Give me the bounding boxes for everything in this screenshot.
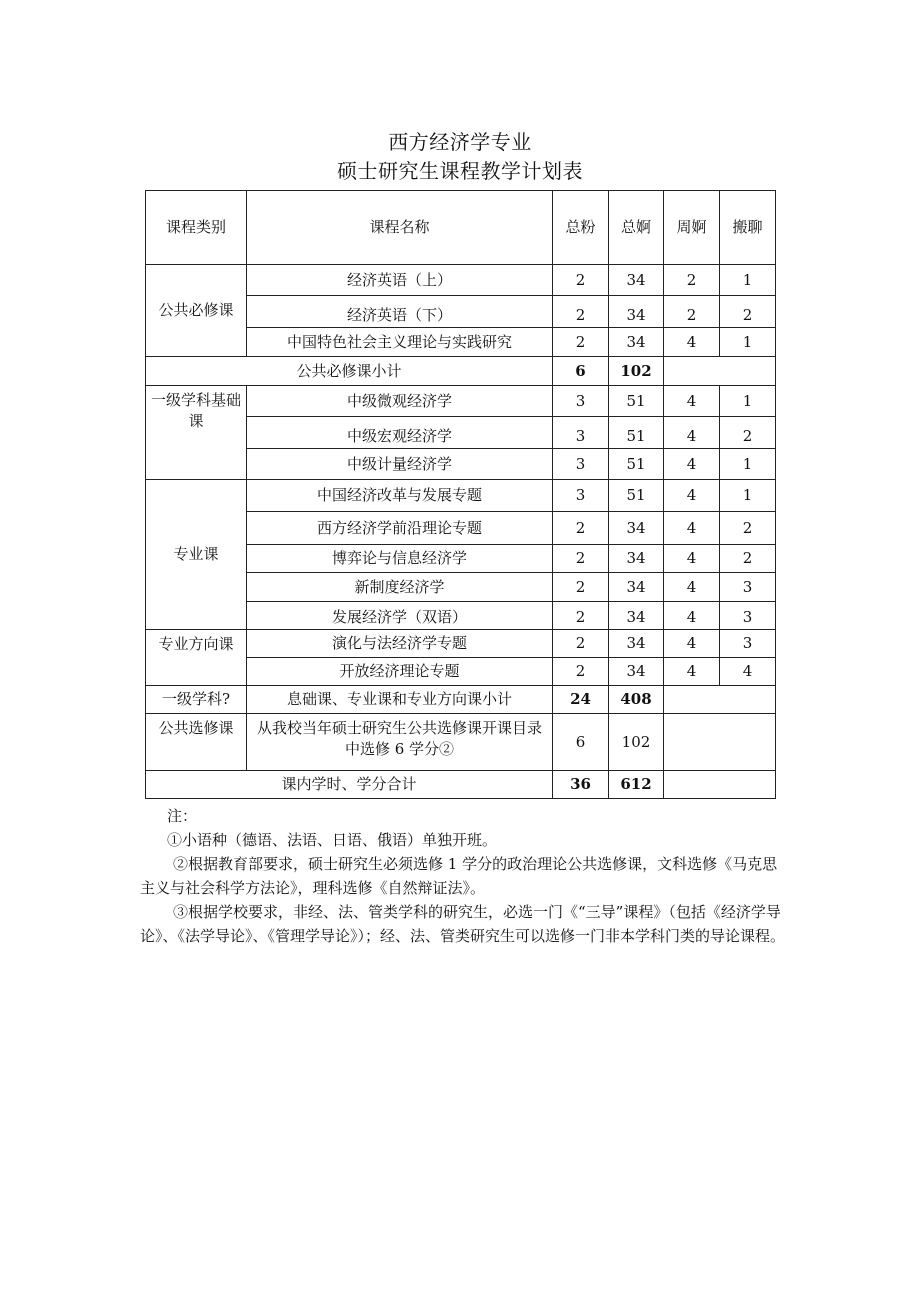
- cell-col-3: 4: [664, 630, 720, 658]
- subtotal-label-part1: 一级学科?: [146, 686, 247, 714]
- cell-col-2: 102: [609, 714, 664, 771]
- course-name: 中级计量经济学: [247, 449, 553, 480]
- cell-col-4: 3: [720, 602, 776, 630]
- subtotal-col-2: 102: [609, 357, 664, 386]
- header-category: 课程类别: [146, 191, 247, 265]
- total-row: [146, 771, 776, 799]
- cell-col-1: 2: [553, 630, 609, 658]
- course-name: 中级微观经济学: [247, 386, 553, 417]
- header-col-1: 总粉: [553, 191, 609, 265]
- cell-col-4: 3: [720, 573, 776, 602]
- cell-col-3: 4: [664, 512, 720, 545]
- total-col-2: 612: [609, 771, 664, 799]
- cell-col-1: 2: [553, 602, 609, 630]
- course-name: 新制度经济学: [247, 573, 553, 602]
- cell-col-4: 2: [720, 296, 776, 328]
- cell-col-1: 2: [553, 296, 609, 328]
- subtotal-row: [146, 686, 776, 714]
- cell-col-4: 1: [720, 265, 776, 296]
- cell-col-3: 4: [664, 602, 720, 630]
- subtotal-col-1: 24: [553, 686, 609, 714]
- empty-cell: [664, 357, 776, 386]
- table-row: [146, 386, 776, 417]
- category-major-direction: 专业方向课: [146, 630, 247, 686]
- note-1: ①小语种（德语、法语、日语、俄语）单独开班。: [167, 831, 498, 849]
- cell-col-3: 4: [664, 449, 720, 480]
- empty-cell: [664, 686, 776, 714]
- cell-col-2: 34: [609, 328, 664, 357]
- document-subtitle: 硕士研究生课程教学计划表: [337, 159, 583, 183]
- table-row: [146, 265, 776, 296]
- cell-col-1: 2: [553, 545, 609, 573]
- cell-col-3: 4: [664, 573, 720, 602]
- cell-col-3: 2: [664, 296, 720, 328]
- cell-col-1: 6: [553, 714, 609, 771]
- category-public-required: 公共必修课: [146, 265, 247, 357]
- cell-col-2: 34: [609, 265, 664, 296]
- subtotal-col-1: 6: [553, 357, 609, 386]
- category-major: 专业课: [146, 480, 247, 630]
- course-name: 经济英语（上）: [247, 265, 553, 296]
- cell-col-2: 34: [609, 545, 664, 573]
- cell-col-4: 1: [720, 480, 776, 512]
- cell-col-4: 2: [720, 545, 776, 573]
- header-col-2: 总婀: [609, 191, 664, 265]
- course-name: 中国经济改革与发展专题: [247, 480, 553, 512]
- course-plan-table: [145, 190, 776, 799]
- total-col-1: 36: [553, 771, 609, 799]
- notes-section: [140, 804, 785, 948]
- subtotal-label: 公共必修课小计: [146, 357, 553, 386]
- cell-col-3: 4: [664, 386, 720, 417]
- category-public-elective: 公共选修课: [146, 714, 247, 771]
- cell-col-2: 34: [609, 573, 664, 602]
- course-name: 中级宏观经济学: [247, 417, 553, 449]
- cell-col-1: 3: [553, 417, 609, 449]
- cell-col-2: 51: [609, 417, 664, 449]
- cell-col-2: 51: [609, 480, 664, 512]
- table-row: [146, 630, 776, 658]
- cell-col-1: 2: [553, 512, 609, 545]
- cell-col-3: 4: [664, 328, 720, 357]
- empty-cell: [664, 771, 776, 799]
- subtotal-label-part2: 息础课、专业课和专业方向课小计: [247, 686, 553, 714]
- course-name: 经济英语（下）: [247, 296, 553, 328]
- subtotal-row: [146, 357, 776, 386]
- cell-col-4: 1: [720, 449, 776, 480]
- course-name: 发展经济学（双语）: [247, 602, 553, 630]
- cell-col-2: 34: [609, 630, 664, 658]
- cell-col-1: 3: [553, 449, 609, 480]
- cell-col-4: 2: [720, 417, 776, 449]
- header-col-3: 周婀: [664, 191, 720, 265]
- cell-col-3: 4: [664, 658, 720, 686]
- header-course-name: 课程名称: [247, 191, 553, 265]
- course-name: 博弈论与信息经济学: [247, 545, 553, 573]
- cell-col-1: 3: [553, 480, 609, 512]
- cell-col-2: 34: [609, 602, 664, 630]
- course-name: 中国特色社会主义理论与实践研究: [247, 328, 553, 357]
- cell-col-2: 34: [609, 296, 664, 328]
- cell-col-4: 1: [720, 328, 776, 357]
- note-2: ②根据教育部要求，硕士研究生必须选修 1 学分的政治理论公共选修课，文科选修《马克思主义与社会科学方法论》，理科选修《自然辩证法》。: [140, 855, 778, 897]
- cell-col-2: 34: [609, 658, 664, 686]
- cell-col-1: 2: [553, 328, 609, 357]
- document-title: 西方经济学专业: [388, 130, 532, 154]
- course-name: 演化与法经济学专题: [247, 630, 553, 658]
- cell-col-1: 2: [553, 265, 609, 296]
- course-name: 开放经济理论专题: [247, 658, 553, 686]
- cell-col-3: 2: [664, 265, 720, 296]
- empty-cell: [664, 714, 776, 771]
- cell-col-2: 51: [609, 449, 664, 480]
- total-label: 课内学时、学分合计: [146, 771, 553, 799]
- table-row: [146, 480, 776, 512]
- header-col-4: 搬聊: [720, 191, 776, 265]
- cell-col-3: 4: [664, 480, 720, 512]
- cell-col-3: 4: [664, 417, 720, 449]
- header-row: [146, 191, 776, 265]
- category-first-level-basic: 一级学科基础课: [146, 386, 247, 480]
- cell-col-2: 51: [609, 386, 664, 417]
- course-name: 从我校当年硕士研究生公共选修课开课目录中选修 6 学分②: [247, 714, 553, 771]
- note-3: ③根据学校要求，非经、法、管类学科的研究生，必选一门《“三导”课程》（包括《经济学导论》、《法学导论》、《管理学导论》）；经、法、管类研究生可以选修一门非本学科门类的导论课程。: [140, 903, 786, 945]
- table-row: [146, 714, 776, 771]
- notes-heading: 注：: [167, 807, 198, 825]
- cell-col-4: 4: [720, 658, 776, 686]
- cell-col-1: 3: [553, 386, 609, 417]
- cell-col-4: 2: [720, 512, 776, 545]
- cell-col-2: 34: [609, 512, 664, 545]
- subtotal-col-2: 408: [609, 686, 664, 714]
- cell-col-4: 3: [720, 630, 776, 658]
- cell-col-3: 4: [664, 545, 720, 573]
- cell-col-1: 2: [553, 658, 609, 686]
- cell-col-1: 2: [553, 573, 609, 602]
- cell-col-4: 1: [720, 386, 776, 417]
- course-name: 西方经济学前沿理论专题: [247, 512, 553, 545]
